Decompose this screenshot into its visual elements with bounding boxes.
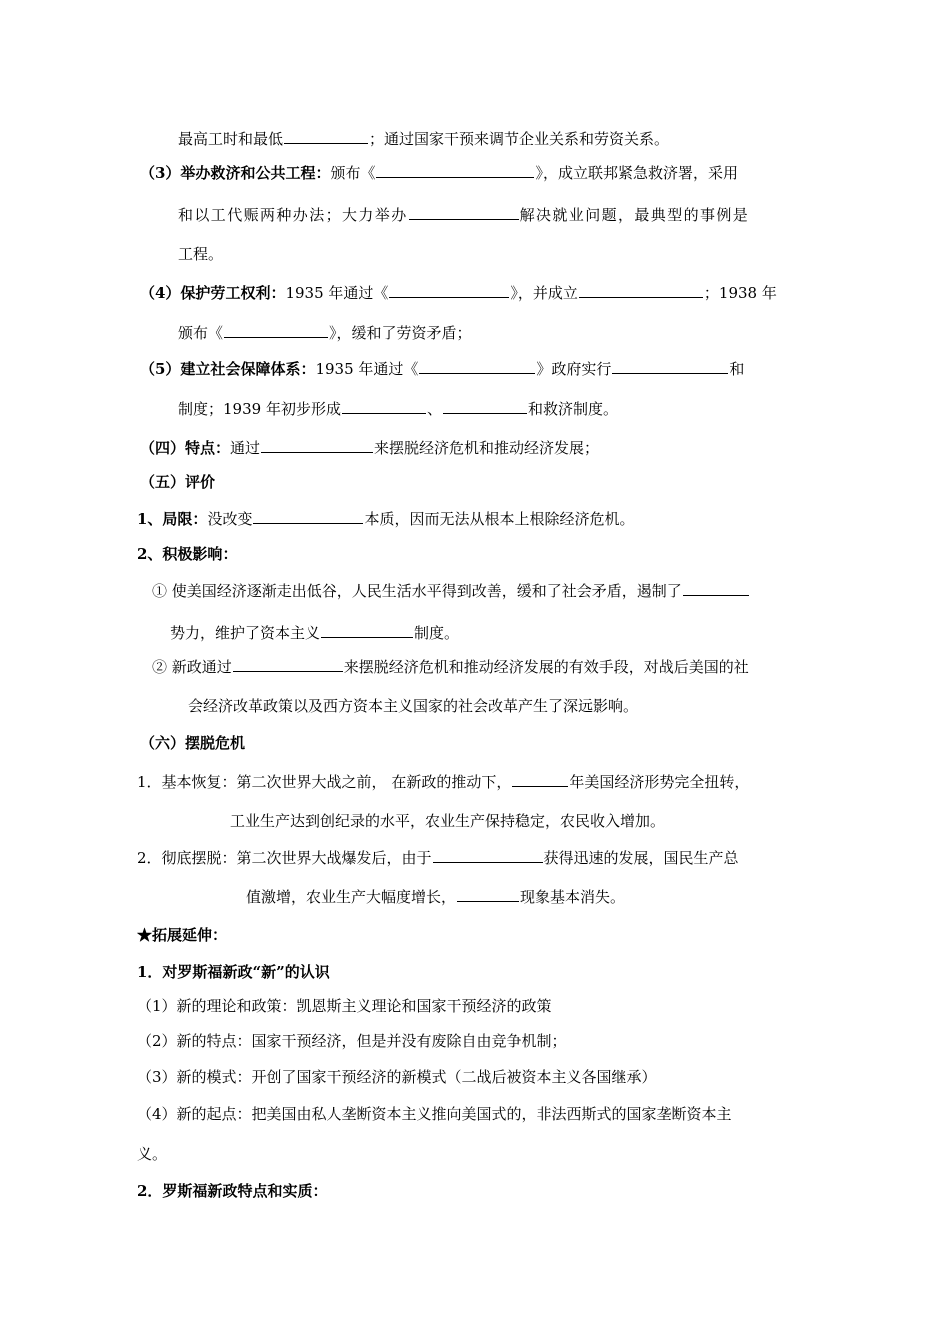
line-19: [230, 811, 665, 831]
text: 通过: [230, 439, 261, 457]
text: 》，成立联邦紧急救济署，采用: [535, 164, 738, 182]
fill-blank[interactable]: [233, 656, 343, 672]
text: 制度；1939 年初步形成: [178, 400, 341, 418]
fill-blank[interactable]: [443, 398, 527, 414]
text: 颁布《: [330, 164, 376, 182]
line-7: [140, 358, 744, 379]
fill-blank[interactable]: [409, 204, 519, 220]
subheading-new-deal-understanding: 1．对罗斯福新政“新”的认识: [137, 963, 330, 981]
line-20: [137, 847, 739, 868]
fill-blank[interactable]: [612, 358, 728, 374]
section-heading-evaluation: （五）评价: [140, 473, 216, 491]
text: ① 使美国经济逐渐走出低谷，人民生活水平得到改善，缓和了社会矛盾，遏制了: [152, 582, 682, 600]
text: 来摆脱经济危机和推动经济发展；: [374, 439, 600, 457]
fill-blank[interactable]: [457, 886, 519, 902]
fill-blank[interactable]: [683, 580, 749, 596]
text: 工程。: [178, 245, 224, 263]
text: 解决就业问题，最典型的事例是: [519, 206, 750, 224]
section-heading: 1、局限：: [137, 510, 208, 528]
text: 、: [426, 400, 442, 418]
line-8: [178, 398, 618, 419]
text: ；通过国家干预来调节企业关系和劳资关系。: [369, 130, 670, 148]
fill-blank[interactable]: [253, 508, 363, 524]
line-18: [137, 771, 749, 792]
fill-blank[interactable]: [284, 128, 368, 144]
fill-blank[interactable]: [342, 398, 426, 414]
line-15: [152, 656, 749, 677]
text: ② 新政通过: [152, 658, 232, 676]
text: 工业生产达到创纪录的水平，农业生产保持稳定，农民收入增加。: [230, 812, 666, 830]
text: 本质，因而无法从根本上根除经济危机。: [364, 510, 635, 528]
line-11: [137, 508, 634, 529]
fill-blank[interactable]: [261, 437, 373, 453]
text: 1935 年通过《: [315, 360, 419, 378]
fill-blank[interactable]: [579, 282, 703, 298]
fill-blank[interactable]: [321, 622, 413, 638]
text: 》，缓和了劳资矛盾；: [329, 324, 472, 342]
text: 现象基本消失。: [520, 888, 626, 906]
text: 来摆脱经济危机和推动经济发展的有效手段，对战后美国的社: [343, 658, 749, 676]
text: 和以工代赈两种办法；大力举办: [178, 206, 408, 224]
line-5: [140, 282, 777, 303]
section-heading: （5）建立社会保障体系：: [140, 360, 316, 378]
line-1: [178, 128, 669, 149]
line-25: （2）新的特点：国家干预经济，但是并没有废除自由竞争机制；: [137, 1032, 567, 1050]
text: 1．基本恢复：第二次世界大战之前， 在新政的推动下，: [137, 773, 512, 791]
text: 和救济制度。: [527, 400, 618, 418]
subheading-features-essence: 2．罗斯福新政特点和实质：: [137, 1182, 328, 1200]
fill-blank[interactable]: [419, 358, 535, 374]
text: 获得迅速的发展，国民生产总: [543, 849, 739, 867]
text: ；1938 年: [703, 284, 777, 302]
line-9: [140, 437, 599, 458]
fill-blank[interactable]: [224, 322, 328, 338]
text: 最高工时和最低: [178, 130, 284, 148]
text: 年美国经济形势完全扭转，: [569, 773, 750, 791]
line-3: [178, 204, 749, 225]
text: 颁布《: [178, 324, 224, 342]
line-21: [246, 886, 625, 907]
line-13: [152, 580, 750, 601]
section-heading: （4）保护劳工权利：: [140, 284, 286, 302]
text: 2．彻底摆脱：第二次世界大战爆发后，由于: [137, 849, 432, 867]
line-24: （1）新的理论和政策：凯恩斯主义理论和国家干预经济的政策: [137, 997, 552, 1015]
line-16: [188, 696, 638, 716]
fill-blank[interactable]: [389, 282, 509, 298]
section-heading-positive-impact: 2、积极影响：: [137, 545, 238, 563]
text: 势力，维护了资本主义: [170, 624, 321, 642]
section-heading: （四）特点：: [140, 439, 231, 457]
fill-blank[interactable]: [433, 847, 543, 863]
text: 和: [729, 360, 745, 378]
fill-blank[interactable]: [512, 771, 568, 787]
text: 值激增，农业生产大幅度增长，: [246, 888, 457, 906]
section-heading-escape-crisis: （六）摆脱危机: [140, 734, 246, 752]
text: 》政府实行: [536, 360, 612, 378]
line-28: 义。: [137, 1145, 168, 1163]
line-27: （4）新的起点：把美国由私人垄断资本主义推向美国式的，非法西斯式的国家垄断资本主: [137, 1105, 732, 1123]
text: 会经济改革政策以及西方资本主义国家的社会改革产生了深远影响。: [188, 697, 639, 715]
line-4: [178, 244, 223, 264]
text: 没改变: [207, 510, 253, 528]
line-2: [140, 162, 738, 183]
line-14: [170, 622, 459, 643]
text: 1935 年通过《: [285, 284, 389, 302]
text: 制度。: [414, 624, 460, 642]
fill-blank[interactable]: [376, 162, 534, 178]
section-heading: （3）举办救济和公共工程：: [140, 164, 331, 182]
line-26: （3）新的模式：开创了国家干预经济的新模式（二战后被资本主义各国继承）: [137, 1068, 657, 1086]
section-heading-extension: ★拓展延伸：: [137, 926, 228, 944]
text: 》，并成立: [510, 284, 578, 302]
line-6: [178, 322, 472, 343]
